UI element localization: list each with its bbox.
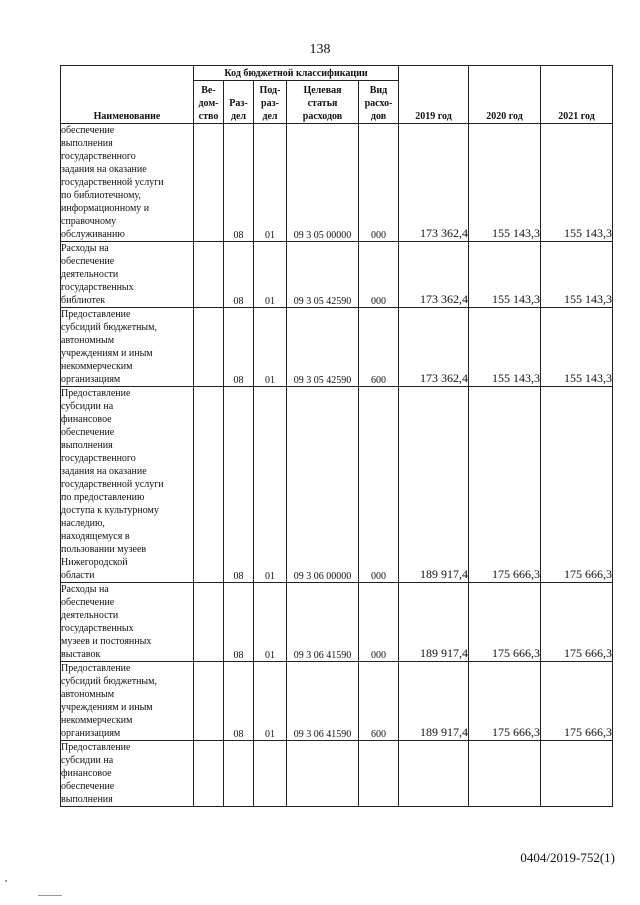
row-2020: 155 143,3 — [469, 308, 541, 387]
table-row — [61, 662, 613, 741]
row-podrazdel — [254, 741, 287, 807]
header-razdel: Раз- дел — [224, 81, 254, 124]
row-vid: 000 — [359, 124, 399, 242]
row-podrazdel: 01 — [254, 308, 287, 387]
row-2019: 173 362,4 — [399, 124, 469, 242]
row-vedomstvo — [194, 662, 224, 741]
header-vedomstvo: Ве- дом- ство — [194, 81, 224, 124]
row-vedomstvo — [194, 741, 224, 807]
row-razdel: 08 — [224, 662, 254, 741]
header-code-group: Код бюджетной классификации — [194, 66, 399, 81]
scan-margin-mark — [38, 895, 62, 896]
row-2021: 175 666,3 — [541, 583, 613, 662]
row-target: 09 3 06 00000 — [287, 387, 359, 583]
table-row — [61, 387, 613, 583]
header-2020: 2020 год — [469, 66, 541, 124]
row-vedomstvo — [194, 387, 224, 583]
row-name: Предоставление субсидии на финансовое обеспечение выполнения государственного задания на оказание государственной услуги по предоставлению доступа к культурному наследию, находящемуся в пользовании музеев Нижегородской области — [61, 387, 194, 583]
header-2019: 2019 год — [399, 66, 469, 124]
row-2021 — [541, 741, 613, 807]
row-vedomstvo — [194, 242, 224, 308]
table-row — [61, 741, 613, 807]
table-row — [61, 583, 613, 662]
row-target: 09 3 05 42590 — [287, 308, 359, 387]
row-2020: 175 666,3 — [469, 583, 541, 662]
row-name: Расходы на обеспечение деятельности государственных музеев и постоянных выставок — [61, 583, 194, 662]
row-2020: 155 143,3 — [469, 242, 541, 308]
row-target: 09 3 05 00000 — [287, 124, 359, 242]
row-2021: 175 666,3 — [541, 387, 613, 583]
row-name: Предоставление субсидий бюджетным, автономным учреждениям и иным некоммерческим организациям — [61, 308, 194, 387]
scan-margin-mark — [5, 880, 7, 882]
row-name: Расходы на обеспечение деятельности государственных библиотек — [61, 242, 194, 308]
row-2021: 155 143,3 — [541, 308, 613, 387]
row-2020: 175 666,3 — [469, 662, 541, 741]
row-vid: 600 — [359, 662, 399, 741]
header-2021: 2021 год — [541, 66, 613, 124]
row-2019: 189 917,4 — [399, 387, 469, 583]
row-target: 09 3 05 42590 — [287, 242, 359, 308]
header-podrazdel: Под- раз- дел — [254, 81, 287, 124]
row-target — [287, 741, 359, 807]
row-razdel: 08 — [224, 387, 254, 583]
row-podrazdel: 01 — [254, 583, 287, 662]
header-vid: Вид расхо- дов — [359, 81, 399, 124]
row-2019 — [399, 741, 469, 807]
row-target: 09 3 06 41590 — [287, 583, 359, 662]
row-2021: 155 143,3 — [541, 242, 613, 308]
row-2020 — [469, 741, 541, 807]
table-row — [61, 242, 613, 308]
row-2019: 189 917,4 — [399, 662, 469, 741]
row-name: Предоставление субсидии на финансовое обеспечение выполнения — [61, 741, 194, 807]
row-podrazdel: 01 — [254, 242, 287, 308]
row-vedomstvo — [194, 124, 224, 242]
table-row — [61, 124, 613, 242]
row-2021: 155 143,3 — [541, 124, 613, 242]
row-2020: 155 143,3 — [469, 124, 541, 242]
row-podrazdel: 01 — [254, 124, 287, 242]
row-razdel: 08 — [224, 242, 254, 308]
row-razdel: 08 — [224, 124, 254, 242]
document-code: 0404/2019-752(1) — [520, 850, 615, 865]
row-2020: 175 666,3 — [469, 387, 541, 583]
budget-table — [60, 65, 613, 807]
row-razdel: 08 — [224, 583, 254, 662]
row-2021: 175 666,3 — [541, 662, 613, 741]
row-razdel: 08 — [224, 308, 254, 387]
row-vedomstvo — [194, 308, 224, 387]
row-podrazdel: 01 — [254, 662, 287, 741]
header-name: Наименование — [61, 66, 194, 124]
row-vid — [359, 741, 399, 807]
row-2019: 189 917,4 — [399, 583, 469, 662]
page-number: 138 — [309, 42, 331, 57]
header-target: Целевая статья расходов — [287, 81, 359, 124]
row-vedomstvo — [194, 583, 224, 662]
row-razdel — [224, 741, 254, 807]
row-name: Предоставление субсидий бюджетным, автономным учреждениям и иным некоммерческим организациям — [61, 662, 194, 741]
row-vid: 600 — [359, 308, 399, 387]
row-vid: 000 — [359, 242, 399, 308]
row-target: 09 3 06 41590 — [287, 662, 359, 741]
row-2019: 173 362,4 — [399, 242, 469, 308]
row-podrazdel: 01 — [254, 387, 287, 583]
table-row — [61, 308, 613, 387]
row-vid: 000 — [359, 583, 399, 662]
row-2019: 173 362,4 — [399, 308, 469, 387]
row-vid: 000 — [359, 387, 399, 583]
row-name: обеспечение выполнения государственного задания на оказание государственной услуги по библиотечному, информационному и справочному обслуживанию — [61, 124, 194, 242]
